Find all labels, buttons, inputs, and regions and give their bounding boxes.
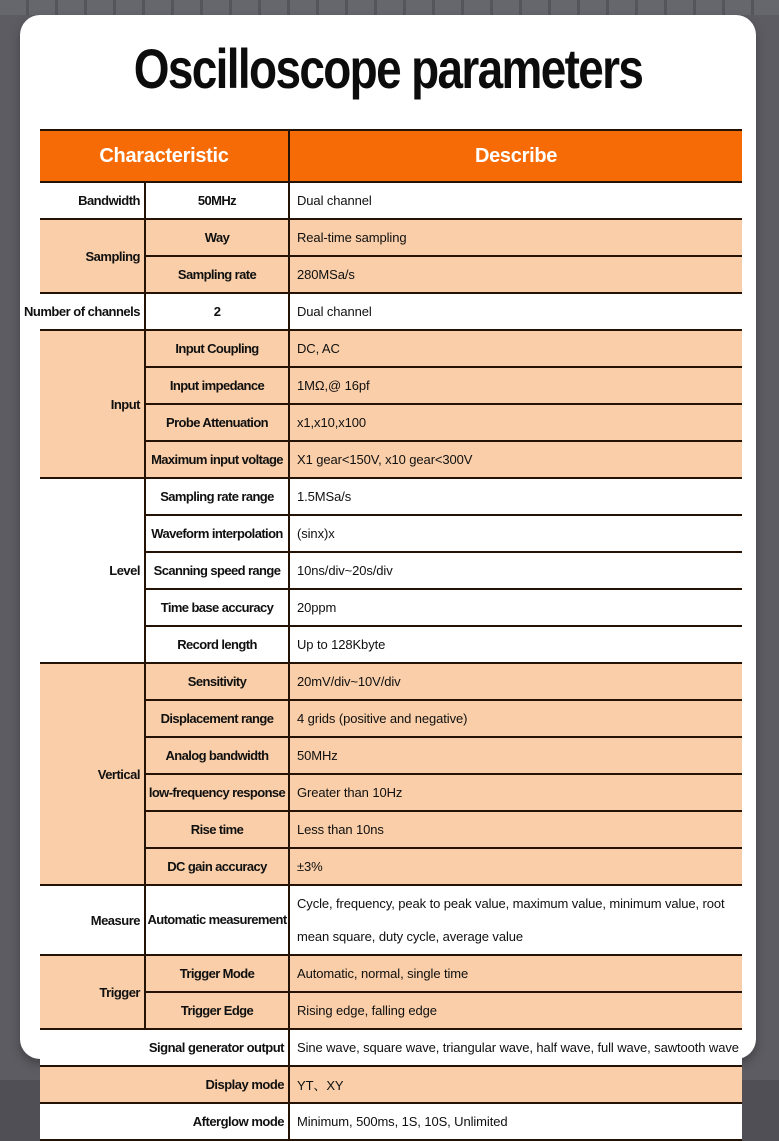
spec-value-cell: Dual channel <box>289 293 742 330</box>
group-label-cell: Sampling <box>40 219 145 293</box>
spec-name-cell: Analog bandwidth <box>145 737 289 774</box>
table-row <box>40 256 742 293</box>
group-label-cell: Vertical <box>40 663 145 885</box>
spec-value-cell: x1,x10,x100 <box>289 404 742 441</box>
group-label-cell: Level <box>40 478 145 663</box>
spec-value-cell: Rising edge, falling edge <box>289 992 742 1029</box>
spec-name-cell: Rise time <box>145 811 289 848</box>
table-header-row <box>40 130 742 182</box>
spec-name-cell: DC gain accuracy <box>145 848 289 885</box>
column-header-characteristic: Characteristic <box>40 130 289 182</box>
spec-value-cell: Sine wave, square wave, triangular wave, half wave, full wave, sawtooth wave <box>289 1029 742 1066</box>
page-title: Oscilloscope parameters <box>133 37 643 100</box>
spec-name-cell: Displacement range <box>145 700 289 737</box>
wall-texture <box>0 0 779 15</box>
table-row <box>40 1029 742 1066</box>
spec-value-cell: X1 gear<150V, x10 gear<300V <box>289 441 742 478</box>
spec-value-cell: Less than 10ns <box>289 811 742 848</box>
table-row <box>40 1066 742 1103</box>
spec-card <box>20 15 756 1129</box>
spec-name-cell: Trigger Edge <box>145 992 289 1029</box>
title-block <box>20 39 756 99</box>
table-row <box>40 992 742 1029</box>
spec-name-cell: Automatic measurement <box>145 885 289 955</box>
spec-name-cell: Sampling rate <box>145 256 289 293</box>
spec-name-cell: Scanning speed range <box>145 552 289 589</box>
spec-value-cell: 1MΩ,@ 16pf <box>289 367 742 404</box>
spec-name-cell: 2 <box>145 293 289 330</box>
spec-value-cell: 20ppm <box>289 589 742 626</box>
table-row <box>40 737 742 774</box>
spec-name-cell: Way <box>145 219 289 256</box>
group-label-cell: Trigger <box>40 955 145 1029</box>
table-row <box>40 626 742 663</box>
table-row <box>40 1103 742 1140</box>
table-row <box>40 330 742 367</box>
spec-value-cell: YT、XY <box>289 1066 742 1103</box>
spec-name-cell: Record length <box>145 626 289 663</box>
spec-value-cell: Up to 128Kbyte <box>289 626 742 663</box>
group-label-cell: Display mode <box>40 1066 289 1103</box>
group-label-cell: Measure <box>40 885 145 955</box>
spec-table-container <box>24 129 742 1141</box>
table-row <box>40 774 742 811</box>
table-row <box>40 182 742 219</box>
spec-name-cell: Trigger Mode <box>145 955 289 992</box>
table-row <box>40 848 742 885</box>
spec-name-cell: low-frequency response <box>145 774 289 811</box>
spec-name-cell: Sensitivity <box>145 663 289 700</box>
group-label-cell: Number of channels <box>40 293 145 330</box>
table-row <box>40 885 742 955</box>
spec-value-cell: Cycle, frequency, peak to peak value, maximum value, minimum value, root mean square, duty cycle, average value <box>289 885 742 955</box>
table-row <box>40 219 742 256</box>
table-row <box>40 367 742 404</box>
spec-name-cell: Maximum input voltage <box>145 441 289 478</box>
group-label-cell: Afterglow mode <box>40 1103 289 1140</box>
spec-value-cell: 280MSa/s <box>289 256 742 293</box>
spec-value-cell: 10ns/div~20s/div <box>289 552 742 589</box>
column-header-describe: Describe <box>289 130 742 182</box>
table-row <box>40 441 742 478</box>
spec-name-cell: 50MHz <box>145 182 289 219</box>
group-label-cell: Input <box>40 330 145 478</box>
table-row <box>40 589 742 626</box>
spec-value-cell: Minimum, 500ms, 1S, 10S, Unlimited <box>289 1103 742 1140</box>
table-row <box>40 552 742 589</box>
spec-table <box>24 129 742 1141</box>
spec-name-cell: Probe Attenuation <box>145 404 289 441</box>
spec-value-cell: 4 grids (positive and negative) <box>289 700 742 737</box>
table-row <box>40 700 742 737</box>
table-row <box>40 404 742 441</box>
spec-value-cell: Greater than 10Hz <box>289 774 742 811</box>
spec-value-cell: 1.5MSa/s <box>289 478 742 515</box>
spec-value-cell: ±3% <box>289 848 742 885</box>
table-row <box>40 478 742 515</box>
table-row <box>40 955 742 992</box>
spec-value-cell: Real-time sampling <box>289 219 742 256</box>
spec-value-cell: Automatic, normal, single time <box>289 955 742 992</box>
table-row <box>40 293 742 330</box>
spec-name-cell: Sampling rate range <box>145 478 289 515</box>
table-row <box>40 515 742 552</box>
spec-value-cell: 50MHz <box>289 737 742 774</box>
group-label-cell: Signal generator output <box>40 1029 289 1066</box>
spec-value-cell: DC, AC <box>289 330 742 367</box>
group-label-cell: Bandwidth <box>40 182 145 219</box>
spec-name-cell: Waveform interpolation <box>145 515 289 552</box>
spec-name-cell: Input impedance <box>145 367 289 404</box>
spec-value-cell: (sinx)x <box>289 515 742 552</box>
spec-value-cell: Dual channel <box>289 182 742 219</box>
spec-value-cell: 20mV/div~10V/div <box>289 663 742 700</box>
table-row <box>40 811 742 848</box>
spec-name-cell: Input Coupling <box>145 330 289 367</box>
table-row <box>40 663 742 700</box>
spec-name-cell: Time base accuracy <box>145 589 289 626</box>
